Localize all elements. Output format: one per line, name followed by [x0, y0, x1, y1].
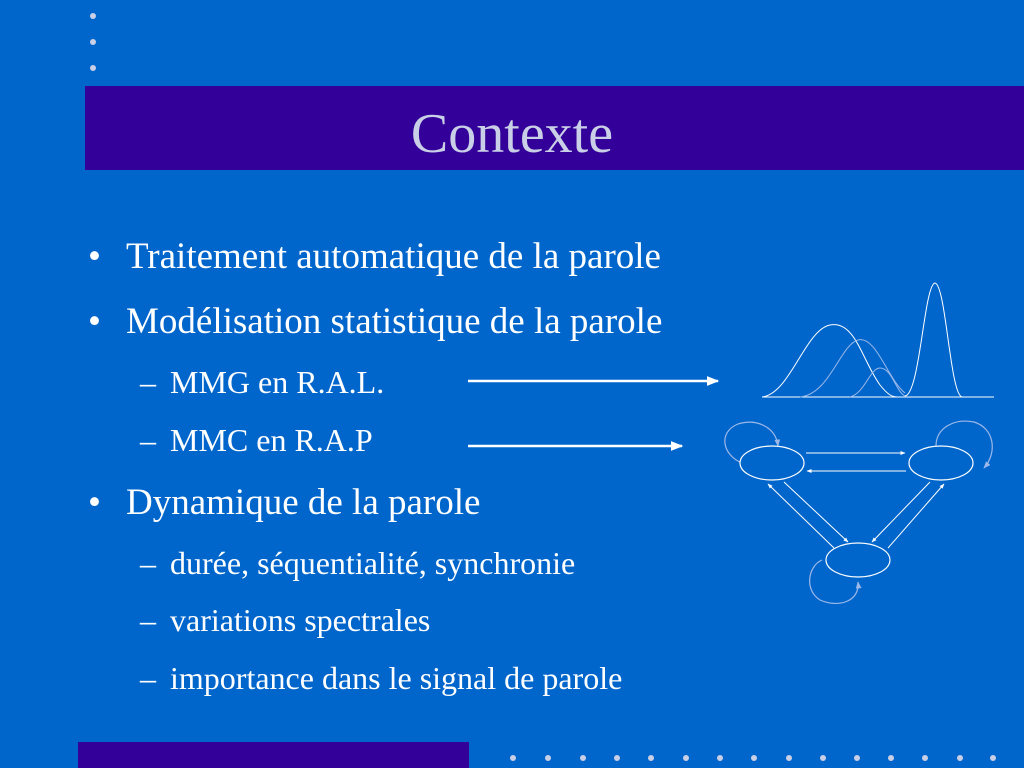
- bullet-text: Traitement automatique de la parole: [126, 236, 661, 277]
- decor-dot-icon: [545, 755, 551, 761]
- dash-mark: –: [140, 422, 156, 458]
- decor-dot-icon: [957, 755, 963, 761]
- bullet-mark: •: [88, 236, 101, 277]
- sub-text: MMC en R.A.P: [170, 422, 373, 458]
- hmm-state-graph-icon: [725, 421, 992, 603]
- decor-dot-icon: [922, 755, 928, 761]
- sub-text: MMG en R.A.L.: [170, 364, 385, 400]
- decor-dot-icon: [888, 755, 894, 761]
- decor-dot-icon: [614, 755, 620, 761]
- decor-dot-icon: [510, 755, 516, 761]
- decor-dot-icon: [717, 755, 723, 761]
- gaussian-mixture-icon: [762, 283, 994, 397]
- bullet-text: Modélisation statistique de la parole: [126, 301, 663, 342]
- bullet-mark: •: [88, 301, 101, 342]
- bullet-text: Dynamique de la parole: [126, 482, 481, 523]
- sub-text: durée, séquentialité, synchronie: [170, 545, 576, 581]
- decor-dot-icon: [580, 755, 586, 761]
- decor-dot-icon: [854, 755, 860, 761]
- bullet-mark: •: [88, 482, 101, 523]
- sub-text: importance dans le signal de parole: [170, 660, 623, 696]
- sub-text: variations spectrales: [170, 602, 431, 638]
- decor-dot-icon: [648, 755, 654, 761]
- decor-dot-icon: [820, 755, 826, 761]
- slide-title: Contexte: [410, 103, 614, 165]
- decor-dot-icon: [786, 755, 792, 761]
- dash-mark: –: [140, 545, 156, 581]
- decor-dot-icon: [751, 755, 757, 761]
- footer-bar: [78, 742, 469, 768]
- dash-mark: –: [140, 602, 156, 638]
- dash-mark: –: [140, 660, 156, 696]
- decor-dot-icon: [683, 755, 689, 761]
- decor-dot-icon: [990, 755, 996, 761]
- dash-mark: –: [140, 364, 156, 400]
